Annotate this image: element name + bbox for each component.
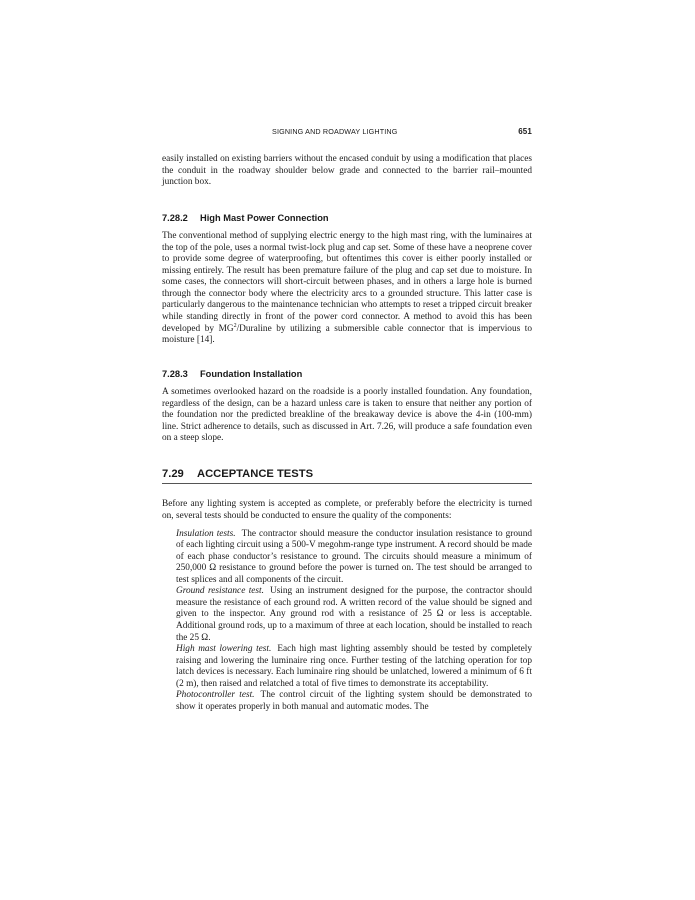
- subsection-title: Foundation Installation: [200, 368, 303, 379]
- list-item: [176, 690, 532, 713]
- subsection-heading-7-28-2: [162, 213, 532, 225]
- item-term: Ground resistance test.: [176, 586, 264, 597]
- item-term: High mast lowering test.: [176, 644, 272, 655]
- foundation-paragraph: A sometimes overlooked hazard on the roadside is a poorly installed foundation. Any foundation, regardless of the design, can be a hazard unless care is taken to ensure that neither any portion of the foundation nor the predicted breakline of the breakaway device is above the 4-in (100-mm) line. Strict adherence to details, such as discussed in Art. 7.26, will produce a safe foundation even on a steep slope.: [162, 387, 532, 444]
- test-list: [162, 529, 532, 714]
- high-mast-paragraph: [162, 231, 532, 346]
- section-number: 7.29: [162, 467, 184, 480]
- section-heading-7-29: [162, 469, 532, 485]
- section-title: ACCEPTANCE TESTS: [197, 467, 314, 480]
- subsection-heading-7-28-3: [162, 369, 532, 381]
- paragraph-text: The conventional method of supplying electric energy to the high mast ring, with the luminaires at the top of the pole, uses a normal twist-lock plug and cap set. Some of these have a neoprene cover to provide some degree of waterproofing, but oftentimes this cover is either poorly installed or missing entirely. The result has been premature failure of the plug and cap set due to moisture. In some cases, the connectors will short-circuit between phases, and in others a large hole is burned through the connector body where the electricity arcs to a grounded structure. This latter case is particularly dangerous to the maintenance technician who attempts to reset a tripped circuit breaker while standing directly in front of the power cord connector. A method to avoid this has been developed by MG: [162, 231, 532, 334]
- subsection-number: 7.28.2: [162, 212, 188, 223]
- running-header: [162, 127, 532, 139]
- subsection-number: 7.28.3: [162, 368, 188, 379]
- item-text: Using an instrument designed for the purpose, the contractor should measure the resistance of each ground rod. A written record of the value should be signed and given to the inspector. Any ground rod with a resistance of 25 Ω or less is acceptable. Additional ground rods, up to a maximum of three at each location, should be installed to reach the 25 Ω.: [176, 586, 532, 643]
- item-term: Photocontroller test.: [176, 690, 255, 701]
- item-text: The control circuit of the lighting system should be demonstrated to show it operates properly in both manual and automatic modes. The: [176, 690, 533, 712]
- section-intro-paragraph: Before any lighting system is accepted as complete, or preferably before the electricity is turned on, several tests should be conducted to ensure the quality of the components:: [162, 499, 532, 522]
- list-item: [176, 586, 532, 644]
- running-title: SIGNING AND ROADWAY LIGHTING: [272, 127, 398, 136]
- intro-paragraph: easily installed on existing barriers without the encased conduit by using a modification that places the conduit in the roadway shoulder below grade and connected to the barrier rail–mounted junction box.: [162, 154, 532, 188]
- list-item: [176, 529, 532, 587]
- item-text: Each high mast lighting assembly should be tested by completely raising and lowering the luminaire ring once. Further testing of the latching operation for top latch devices is necessary. Each luminaire ring should be unlatched, lowered a minimum of 6 ft (2 m), then raised and relatched a total of five times to demonstrate its acceptability.: [176, 644, 533, 689]
- page-number: 651: [518, 127, 532, 136]
- body-text: [162, 154, 532, 713]
- item-term: Insulation tests.: [176, 528, 236, 539]
- list-item: [176, 644, 532, 690]
- item-text: The contractor should measure the conductor insulation resistance to ground of each lighting circuit using a 500-V megohm-range type instrument. A record should be made of each phase conductor’s resistance to ground. The circuits should measure a minimum of 250,000 Ω resistance to ground before the power is turned on. The test should be arranged to test splices and all components of the circuit.: [176, 528, 532, 585]
- superscript: 2: [233, 322, 237, 329]
- subsection-title: High Mast Power Connection: [200, 212, 329, 223]
- paragraph-text-end: /Duraline by utilizing a submersible cable connector that is impervious to moisture [14].: [162, 323, 533, 346]
